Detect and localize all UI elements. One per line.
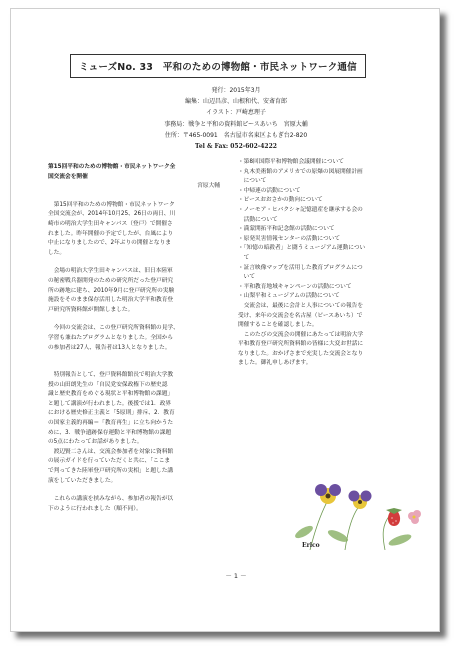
line: なりました。おかげさまで充実した交流会となり bbox=[238, 350, 364, 357]
list-item: いて bbox=[238, 274, 256, 281]
line: 識と歴史教育をめぐる現状と平和博物館の課題」 bbox=[48, 391, 174, 398]
closing-paragraph-1 bbox=[238, 302, 428, 331]
list-item: 活動について bbox=[238, 216, 278, 223]
line: 演をしていただきました。 bbox=[48, 477, 117, 484]
office: 事務局：戦争と平和の資料館ピースあいち 宮原大輔 bbox=[164, 120, 308, 128]
line: の参加者は27人、報告者は13人となりました。 bbox=[48, 344, 171, 351]
list-item: ・平和教育地域キャンペーンの活動について bbox=[238, 283, 352, 290]
list-item: ・ノーモア・ヒバクシャ記憶遺産を継承する会の bbox=[238, 206, 363, 213]
line: 所の跡地に建ち、2010年9月に登戸研究所の実験 bbox=[48, 287, 175, 294]
line: 第15回平和のための博物館・市民ネットワーク bbox=[53, 201, 175, 208]
line: の秘密戦兵器開発のための研究所だった登戸研究 bbox=[48, 277, 174, 284]
article-author: 宮原大輔 bbox=[197, 183, 220, 190]
list-item: ・丸木美術館のアメリカでの原爆の図展開催計画 bbox=[238, 168, 363, 175]
line: 全国交流会が、2014年10月25、26日の両日、川 bbox=[48, 211, 176, 218]
list-item: ・中帰連の活動について bbox=[238, 187, 301, 194]
editors: 編集：山辺昌彦、山根和代、安斎育郎 bbox=[184, 98, 287, 106]
line: 授の山田朗先生の「自民党安保政権下の歴史認 bbox=[48, 381, 168, 388]
list-item: ・満蒙開拓平和記念館の活動について bbox=[238, 226, 335, 233]
list-item: ・ピースおおさかの動向について bbox=[238, 197, 323, 204]
list-item: ・第8回国際平和博物館会議開催について bbox=[238, 159, 344, 165]
illustration-signature: Erico bbox=[302, 542, 320, 549]
masthead-info bbox=[0, 85, 472, 152]
line: 下のように行われました（順不同）。 bbox=[48, 505, 142, 512]
line: 特別報告として、登戸資料館館長で明治大学教 bbox=[53, 372, 174, 379]
line: における歴史修正主義と「5原則」排斥、2．教育 bbox=[48, 410, 175, 417]
line: と題して講演が行われました。後援では1．政界 bbox=[48, 400, 172, 407]
paragraph-3 bbox=[48, 324, 220, 353]
line: 施設をそのまま保存活用した明治大学平和教育登 bbox=[48, 297, 174, 304]
article-heading-line-1: 第15回平和のための博物館・市民ネットワーク全 bbox=[48, 164, 176, 170]
line: の展示ガイドを行っていただくと共に、「ここま bbox=[48, 458, 171, 465]
paragraph-1 bbox=[48, 201, 220, 259]
list-item: ・山梨平和ミュージアムの活動について bbox=[238, 293, 340, 300]
flower-illustration bbox=[290, 470, 430, 550]
line: れました。昨年開催の予定でしたが、台風により bbox=[48, 230, 174, 237]
line: 開催することを確認しました。 bbox=[238, 322, 318, 329]
paragraph-6 bbox=[48, 495, 220, 514]
line: 戸研究所資料館が開館しました。 bbox=[48, 306, 134, 313]
line: ました。御礼申しあげます。 bbox=[238, 360, 312, 367]
line: 中止になりましたので、2年ぶりの開催となりま bbox=[48, 240, 171, 247]
line: 渡辺賢二さんは、交流会参加者を対象に資料館 bbox=[53, 448, 174, 455]
newsletter-title: ミューズNo. 33 平和のための博物館・市民ネットワーク通信 bbox=[70, 54, 366, 78]
contact: Tel & Fax: 052-602-4222 bbox=[195, 143, 277, 151]
issue-date: 発行：2015年3月 bbox=[211, 87, 261, 94]
paragraph-2 bbox=[48, 267, 220, 315]
list-item: ・「知憶の暗殺者」と闘うミュージアム運動につい bbox=[238, 245, 366, 252]
list-item: ・証言映像マップを活用した教育プログラムにつ bbox=[238, 264, 363, 271]
report-list bbox=[238, 158, 428, 302]
line: した。 bbox=[48, 249, 66, 256]
line: これらの講演を挟みながら、参加者の報告が以 bbox=[53, 496, 174, 503]
list-item: ・原発災害情報センターの活動について bbox=[238, 235, 341, 242]
right-column bbox=[238, 158, 428, 369]
line: の5点にわたってお話がありました。 bbox=[48, 439, 143, 446]
article-heading-line-2: 国交流会を開催 bbox=[48, 173, 88, 180]
address: 住所：〒465-0091 名古屋市名東区よもぎ台2-820 bbox=[164, 131, 308, 139]
illustrator: イラスト：戸崎恵理子 bbox=[206, 109, 266, 117]
left-column bbox=[48, 163, 220, 514]
list-item: について bbox=[238, 178, 267, 185]
line: の国家主義的再編＝「教育再生」に立ち向かうた bbox=[48, 420, 174, 427]
line: 会場の明治大学生田キャンパスは、旧日本陸軍 bbox=[53, 268, 173, 275]
paragraph-5 bbox=[48, 448, 220, 486]
line: で判ってきた陸軍登戸研究所の実相」と題した講 bbox=[48, 468, 174, 475]
paragraph-4 bbox=[48, 371, 220, 448]
line: めに、3．戦争遺跡保存運動と平和博物館の課題 bbox=[48, 429, 172, 436]
closing-paragraph-2 bbox=[238, 331, 428, 369]
line: 受け、来年の交流会を名古屋（ピースあいち）で bbox=[238, 312, 363, 319]
list-item: て bbox=[238, 254, 250, 261]
line: 崎市の明治大学生田キャンパス（登戸）で開催さ bbox=[48, 220, 173, 227]
line: このたびの交流会の開催にあたっては明治大学 bbox=[243, 331, 364, 338]
line: 平和教育登戸研究所資料館の皆様に大変お世話に bbox=[238, 341, 364, 348]
page-number: － 1 － bbox=[225, 572, 247, 580]
line: 今回の交流会は、この登戸研究所資料館の見学、 bbox=[53, 325, 179, 332]
line: 交流会は、最後に会計と人事についての報告を bbox=[243, 302, 364, 309]
line: 学習も兼ねたプログラムとなりました。全国から bbox=[48, 334, 174, 341]
